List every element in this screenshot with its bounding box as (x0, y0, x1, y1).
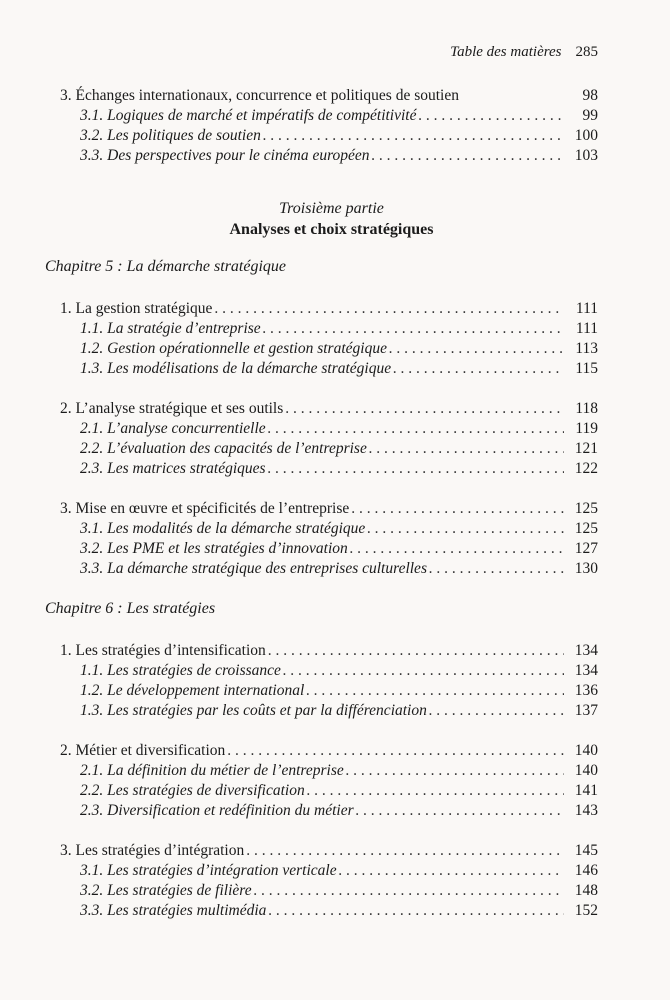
running-header (450, 44, 598, 61)
dot-leader (367, 519, 564, 539)
toc-page-number: 111 (575, 320, 598, 337)
chapter-heading[interactable]: Chapitre 5 : La démarche stratégique (45, 258, 287, 275)
dot-leader (263, 319, 564, 339)
page-number: 285 (575, 44, 598, 60)
dot-leader (429, 701, 564, 721)
toc-page-number: 98 (582, 87, 598, 104)
toc-section (45, 299, 598, 379)
toc-entry-sub[interactable]: 3.2. Les PME et les stratégies d’innovation . . . 127 (45, 539, 598, 559)
dot-leader (268, 419, 564, 439)
dot-leader (246, 841, 564, 861)
toc-page-number: 115 (575, 360, 598, 377)
toc-entry-sub[interactable]: 1.1. Les stratégies de croissance . . . 134 (45, 661, 598, 681)
running-header-title: Table des matières (450, 44, 562, 60)
toc-page-number: 145 (574, 842, 598, 859)
toc-entry-sub[interactable]: 3.3. La démarche stratégique des entreprises culturelles . . . 130 (45, 559, 598, 579)
part-label: Troisième partie (279, 200, 384, 217)
toc-entry-sub[interactable]: 3.1. Les modalités de la démarche stratégique . . . 125 (45, 519, 598, 539)
dot-leader (283, 661, 564, 681)
toc-page-number: 130 (574, 560, 598, 577)
toc-entry-main[interactable]: 1. Les stratégies d’intensification . . . 134 (45, 641, 598, 661)
dot-leader (285, 399, 564, 419)
toc-section (45, 841, 598, 921)
toc-entry-sub[interactable]: 2.1. L’analyse concurrentielle . . . 119 (45, 419, 598, 439)
toc-page-number: 140 (574, 742, 598, 759)
dot-leader (254, 881, 564, 901)
toc-page-number: 121 (574, 440, 598, 457)
toc-entry-sub[interactable]: 1.3. Les stratégies par les coûts et par la différenciation . . . 137 (45, 701, 598, 721)
dot-leader (307, 781, 564, 801)
toc-entry-sub[interactable]: 3.2. Les stratégies de filière . . . 148 (45, 881, 598, 901)
dot-leader (393, 359, 564, 379)
toc-entry-main[interactable]: 2. Métier et diversification . . . 140 (45, 741, 598, 761)
toc-entry-sub[interactable]: 1.3. Les modélisations de la démarche stratégique . . . 115 (45, 359, 598, 379)
dot-leader (214, 299, 564, 319)
toc-page-number: 125 (574, 520, 598, 537)
toc-page-number: 134 (574, 642, 598, 659)
toc-entry-main[interactable]: 3. Les stratégies d’intégration . . . 145 (45, 841, 598, 861)
dot-leader (268, 641, 564, 661)
toc-page-number: 143 (574, 802, 598, 819)
toc-entry-sub[interactable]: 3.3. Des perspectives pour le cinéma européen . . . 103 (45, 146, 598, 166)
toc-entry-main[interactable]: 3. Échanges internationaux, concurrence et politiques de soutien 98 (60, 87, 598, 104)
table-of-contents (45, 86, 598, 941)
dot-leader (227, 741, 564, 761)
dot-leader (418, 106, 564, 126)
toc-section (45, 399, 598, 479)
toc-entry-sub[interactable]: 1.2. Le développement international . . . 136 (45, 681, 598, 701)
toc-entry-main[interactable]: 2. L’analyse stratégique et ses outils . . . 118 (45, 399, 598, 419)
part-heading (45, 199, 598, 241)
toc-entry-sub[interactable]: 3.3. Les stratégies multimédia . . . 152 (45, 901, 598, 921)
toc-entry-sub[interactable]: 2.1. La définition du métier de l’entreprise . . . 140 (45, 761, 598, 781)
toc-entry-sub[interactable]: 3.1. Logiques de marché et impératifs de compétitivité . . . 99 (45, 106, 598, 126)
toc-page-number: 100 (574, 127, 598, 144)
toc-section (45, 499, 598, 579)
toc-page-number: 103 (574, 147, 598, 164)
toc-entry-sub[interactable]: 3.1. Les stratégies d’intégration verticale . . . 146 (45, 861, 598, 881)
dot-leader (389, 339, 564, 359)
toc-page-number: 141 (574, 782, 598, 799)
toc-section (45, 641, 598, 721)
dot-leader (356, 801, 564, 821)
dot-leader (339, 861, 564, 881)
toc-page-number: 118 (575, 400, 598, 417)
toc-entry-main[interactable]: 3. Mise en œuvre et spécificités de l’entreprise . . . 125 (45, 499, 598, 519)
toc-section (45, 741, 598, 821)
toc-page-number: 146 (574, 862, 598, 879)
toc-page-number: 111 (575, 300, 598, 317)
dot-leader (268, 901, 564, 921)
toc-page-number: 134 (574, 662, 598, 679)
dot-leader (268, 459, 564, 479)
toc-page-number: 140 (574, 762, 598, 779)
dot-leader (372, 146, 564, 166)
toc-page-number: 148 (574, 882, 598, 899)
toc-page-number: 122 (574, 460, 598, 477)
dot-leader (351, 499, 564, 519)
toc-entry-sub[interactable]: 1.2. Gestion opérationnelle et gestion stratégique . . . 113 (45, 339, 598, 359)
toc-page-number: 119 (575, 420, 598, 437)
dot-leader (346, 761, 564, 781)
part-title: Analyses et choix stratégiques (229, 221, 434, 238)
toc-page-number: 125 (574, 500, 598, 517)
dot-leader (263, 126, 564, 146)
toc-page-number: 137 (574, 702, 598, 719)
dot-leader (306, 681, 564, 701)
toc-entry-sub[interactable]: 2.3. Diversification et redéfinition du métier . . . 143 (45, 801, 598, 821)
toc-entry-sub[interactable]: 3.2. Les politiques de soutien . . . 100 (45, 126, 598, 146)
toc-page-number: 127 (574, 540, 598, 557)
toc-entry-sub[interactable]: 1.1. La stratégie d’entreprise . . . 111 (45, 319, 598, 339)
toc-entry-sub[interactable]: 2.2. L’évaluation des capacités de l’entreprise . . . 121 (45, 439, 598, 459)
toc-page-number: 113 (575, 340, 598, 357)
toc-entry-sub[interactable]: 2.2. Les stratégies de diversification . . . 141 (45, 781, 598, 801)
toc-page-number: 152 (574, 902, 598, 919)
chapter-heading[interactable]: Chapitre 6 : Les stratégies (45, 600, 216, 617)
dot-leader (350, 539, 564, 559)
toc-entry-sub[interactable]: 2.3. Les matrices stratégiques . . . 122 (45, 459, 598, 479)
dot-leader (429, 559, 564, 579)
toc-section (45, 86, 598, 166)
toc-page-number: 136 (574, 682, 598, 699)
toc-page-number: 99 (582, 107, 598, 124)
dot-leader (369, 439, 564, 459)
toc-entry-main[interactable]: 1. La gestion stratégique . . . 111 (45, 299, 598, 319)
